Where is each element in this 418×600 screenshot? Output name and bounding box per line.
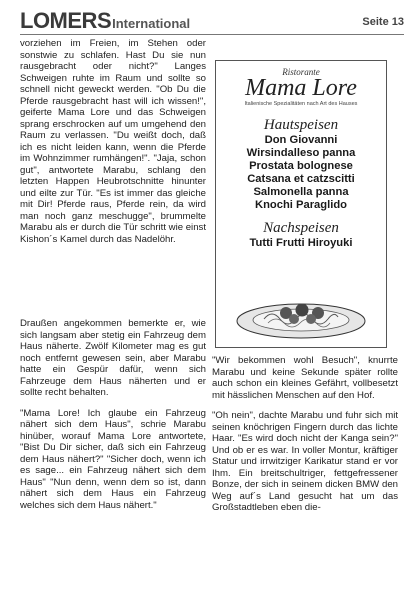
article-paragraph: "Wir bekommen wohl Besuch", knurrte Marabu und keine Sekunde später rollte auch schon ein kleines Gefährt, vollbesetzt mit hässlichen Menschen auf den Hof. xyxy=(212,355,398,401)
menu-item: Wirsindalleso panna xyxy=(246,147,356,159)
article-paragraph: Draußen angekommen bemerkte er, wie sich langsam aber stetig ein Fahrzeug dem Haus näherte. Zwölf Kilometer mag es gut noch entfernt gewesen sein, aber Marabu hatte ein Gespür dafür, wenn sich Fahrzeuge dem Haus näherten und er sollte recht behalten. xyxy=(20,318,206,398)
article-column-left xyxy=(20,38,206,254)
ad-tagline: Italienische Spezialitäten nach Art des Hauses xyxy=(244,101,358,107)
menu-item: Catsana et catzscitti xyxy=(247,173,355,185)
ad-restaurant-name: Mama Lore xyxy=(245,75,357,101)
menu-item: Prostata bolognese xyxy=(249,160,353,172)
article-paragraph: vorziehen im Freien, im Stehen oder sonstwie zu schlafen. Hast Du sie nun rausgebracht oder nicht?" Langes Schweigen ruhte im Raum und sollte so schnell nicht geweckt werden. "Ob Du die Pferde rausgebracht hast will ich wissen!", geiferte Mama Lore und das Schweigen sprang erschrocken auf um umgehend den Raum zu verlassen. "Du weißt doch, daß ich es nicht leiden kann, wenn die Pferde im Wohnzimmer rumhängen!". "Jaja, schon gut", antwortete Marabu, schlang den letzten Happen Heubrotschnitte hinunter und eilte zur Tür. "Es ist immer das gleiche mit Dir! Pferde raus, Pferde rein, da wird man noch ganz meschugge", brummelte Marabu als er durch die Tür schritt wie einst Kishon´s Kamel durch das Nadelöhr. xyxy=(20,38,206,245)
logo-main: LOMERS xyxy=(20,8,112,33)
menu-item: Tutti Frutti Hiroyuki xyxy=(249,237,353,249)
logo-sub: International xyxy=(112,16,191,31)
restaurant-ad xyxy=(215,60,387,348)
article-column-right xyxy=(212,355,398,523)
header-rule xyxy=(20,34,404,35)
article-paragraph: "Mama Lore! Ich glaube ein Fahrzeug nähert sich dem Haus", schrie Marabu hinüber, worauf Mama Lore antwortete, "Bist Du Dir sicher, daß sich ein Fahrzeug dem Haus nähert?" "Sicher doch, wenn ich es sage... ein Fahrzeug nähert sich dem Haus" "Nun denn, wenn dem so ist, dann nähert sich dem Haus ein Fahrzeug welches sich dem Haus nähert." xyxy=(20,407,206,511)
ad-section-dessert: Nachspeisen xyxy=(263,220,339,236)
article-column-left-lower xyxy=(20,318,206,520)
article-paragraph: "Oh nein", dachte Marabu und fuhr sich mit seinen knöchrigen Fingern durch das lichte Haar. "Es wird doch nicht der Kanga sein?" Und ob er es war. In voller Montur, kräftiger Statur und irrwitziger Karikatur stand er vor Ihm. Ein breitschultriger, fettgefressener Bonze, der sich in seinem dicken BMW den Weg auf´s Land gesucht hat um das Großstadtleben eben die- xyxy=(212,410,398,513)
menu-item: Don Giovanni xyxy=(264,134,338,146)
page-number: Seite 13 xyxy=(362,16,404,28)
menu-item: Salmonella panna xyxy=(253,186,349,198)
ad-ristorante: Ristorante xyxy=(282,67,320,77)
spaghetti-plate-illustration xyxy=(234,291,368,341)
ad-section-main: Hautspeisen xyxy=(263,117,339,133)
logo xyxy=(20,8,190,34)
menu-item: Knochi Paraglido xyxy=(255,199,347,211)
